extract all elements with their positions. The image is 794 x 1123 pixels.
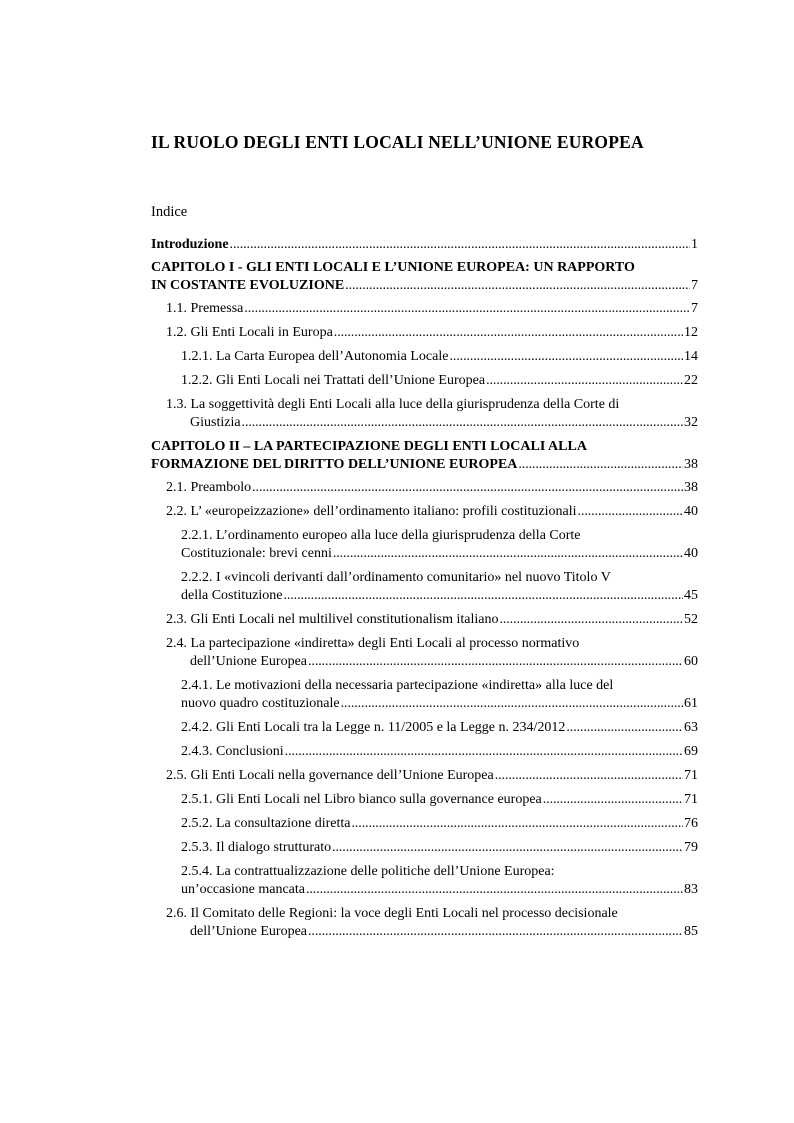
toc-page-number: 45 <box>684 588 698 603</box>
toc-entry-text: 2.2.2. I «vincoli derivanti dall’ordinamento comunitario» nel nuovo Titolo V <box>181 570 611 585</box>
toc-entry-text: 2.1. Preambolo <box>166 480 252 495</box>
toc-page-number: 38 <box>684 480 698 495</box>
toc-entry-text: 1.2.2. Gli Enti Locali nei Trattati dell’Unione Europea <box>181 373 486 388</box>
dot-leader <box>352 815 684 833</box>
toc-entry-text: 2.5.1. Gli Enti Locali nel Libro bianco sulla governance europea <box>181 792 542 807</box>
dot-leader <box>244 300 690 318</box>
toc-entry[interactable] <box>181 677 698 713</box>
toc-entry[interactable] <box>181 863 698 899</box>
toc-entry-text: 2.3. Gli Enti Locali nel multilivel constitutionalism italiano <box>166 612 499 627</box>
toc-entry-text: FORMAZIONE DEL DIRITTO DELL’UNIONE EUROPEA <box>151 457 518 472</box>
toc-entry[interactable] <box>151 438 698 474</box>
toc-entry-text: 2.5.4. La contrattualizzazione delle politiche dell’Unione Europea: <box>181 864 555 879</box>
toc-entry[interactable] <box>181 569 698 605</box>
toc-page-number: 22 <box>684 373 698 388</box>
dot-leader <box>283 587 683 605</box>
toc-entry-text: IN COSTANTE EVOLUZIONE <box>151 278 345 293</box>
toc-entry[interactable] <box>166 396 698 432</box>
toc-page-number: 40 <box>684 546 698 561</box>
toc-entry[interactable] <box>181 348 698 366</box>
toc-page-number: 79 <box>684 840 698 855</box>
toc-page-number: 52 <box>684 612 698 627</box>
dot-leader <box>306 881 683 899</box>
dot-leader <box>308 923 683 941</box>
dot-leader <box>578 503 683 521</box>
dot-leader <box>518 456 683 474</box>
toc-entry-text: 2.4.3. Conclusioni <box>181 744 284 759</box>
toc-entry-text: 2.6. Il Comitato delle Regioni: la voce degli Enti Locali nel processo decisionale <box>166 906 618 921</box>
toc-entry[interactable] <box>151 236 698 254</box>
toc-entry-text: Introduzione <box>151 237 229 252</box>
toc-entry-text: 2.5.3. Il dialogo strutturato <box>181 840 332 855</box>
toc-entry[interactable] <box>181 743 698 761</box>
toc-page-number: 69 <box>684 744 698 759</box>
dot-leader <box>495 767 683 785</box>
dot-leader <box>252 479 683 497</box>
dot-leader <box>332 839 683 857</box>
toc-entry[interactable] <box>166 635 698 671</box>
toc-entry[interactable] <box>166 905 698 941</box>
dot-leader <box>230 236 690 254</box>
toc-entry[interactable] <box>166 611 698 629</box>
toc-entry[interactable] <box>166 479 698 497</box>
dot-leader <box>543 791 683 809</box>
toc-entry-text: Costituzionale: brevi cenni <box>181 546 332 561</box>
toc-page-number: 12 <box>684 325 698 340</box>
toc-entry-text: 2.4. La partecipazione «indiretta» degli Enti Locali al processo normativo <box>166 636 580 651</box>
toc-entry[interactable] <box>166 767 698 785</box>
toc-page-number: 60 <box>684 654 698 669</box>
toc-page-number: 71 <box>684 768 698 783</box>
toc-page-number: 7 <box>691 301 698 316</box>
dot-leader <box>341 695 683 713</box>
toc-page-number: 32 <box>684 415 698 430</box>
toc-entry[interactable] <box>181 527 698 563</box>
toc-page-number: 71 <box>684 792 698 807</box>
toc-page-number: 85 <box>684 924 698 939</box>
toc-page-number: 76 <box>684 816 698 831</box>
toc-entry-text: della Costituzione <box>181 588 283 603</box>
dot-leader <box>334 324 683 342</box>
toc-entry-text: 1.2. Gli Enti Locali in Europa <box>166 325 333 340</box>
toc-entry[interactable] <box>181 372 698 390</box>
toc-entry[interactable] <box>181 791 698 809</box>
toc-page-number: 14 <box>684 349 698 364</box>
toc-entry[interactable] <box>166 300 698 318</box>
document-title: IL RUOLO DEGLI ENTI LOCALI NELL’UNIONE EUROPEA <box>151 132 644 152</box>
toc-page-number: 7 <box>691 278 698 293</box>
toc-entry-text: 1.3. La soggettività degli Enti Locali alla luce della giurisprudenza della Corte di <box>166 397 620 412</box>
dot-leader <box>242 414 683 432</box>
toc-entry-text: 1.2.1. La Carta Europea dell’Autonomia Locale <box>181 349 449 364</box>
toc-entry-text: CAPITOLO II – LA PARTECIPAZIONE DEGLI ENTI LOCALI ALLA <box>151 439 587 454</box>
dot-leader <box>566 719 683 737</box>
toc-entry-text: 2.5. Gli Enti Locali nella governance dell’Unione Europea <box>166 768 494 783</box>
toc-entry-text: 2.2. L’ «europeizzazione» dell’ordinamento italiano: profili costituzionali <box>166 504 577 519</box>
toc-entry-text: nuovo quadro costituzionale <box>181 696 340 711</box>
dot-leader <box>285 743 683 761</box>
toc-entry-text: CAPITOLO I - GLI ENTI LOCALI E L’UNIONE EUROPEA: UN RAPPORTO <box>151 260 635 275</box>
dot-leader <box>449 348 683 366</box>
toc-entry-text: 2.5.2. La consultazione diretta <box>181 816 351 831</box>
toc-entry-text: Giustizia <box>190 415 241 430</box>
toc-entry-text: 2.2.1. L’ordinamento europeo alla luce della giurisprudenza della Corte <box>181 528 581 543</box>
toc-entry-text: 2.4.2. Gli Enti Locali tra la Legge n. 11/2005 e la Legge n. 234/2012 <box>181 720 566 735</box>
toc-entry-text: 1.1. Premessa <box>166 301 244 316</box>
dot-leader <box>308 653 683 671</box>
toc-entry[interactable] <box>166 503 698 521</box>
toc-page-number: 38 <box>684 457 698 472</box>
dot-leader <box>499 611 683 629</box>
toc-entry[interactable] <box>166 324 698 342</box>
toc-entry[interactable] <box>151 259 698 295</box>
toc-entry-text: 2.4.1. Le motivazioni della necessaria partecipazione «indiretta» alla luce del <box>181 678 614 693</box>
toc-heading: Indice <box>151 204 188 220</box>
toc-entry-text: un’occasione mancata <box>181 882 305 897</box>
toc-entry[interactable] <box>181 815 698 833</box>
dot-leader <box>486 372 683 390</box>
toc-entry[interactable] <box>181 719 698 737</box>
toc-page-number: 63 <box>684 720 698 735</box>
toc-page-number: 40 <box>684 504 698 519</box>
dot-leader <box>333 545 683 563</box>
table-of-contents <box>151 236 698 947</box>
toc-entry[interactable] <box>181 839 698 857</box>
toc-entry-text: dell’Unione Europea <box>190 924 308 939</box>
dot-leader <box>345 277 690 295</box>
toc-entry-text: dell’Unione Europea <box>190 654 308 669</box>
toc-page-number: 61 <box>684 696 698 711</box>
toc-page-number: 1 <box>691 237 698 252</box>
toc-page-number: 83 <box>684 882 698 897</box>
